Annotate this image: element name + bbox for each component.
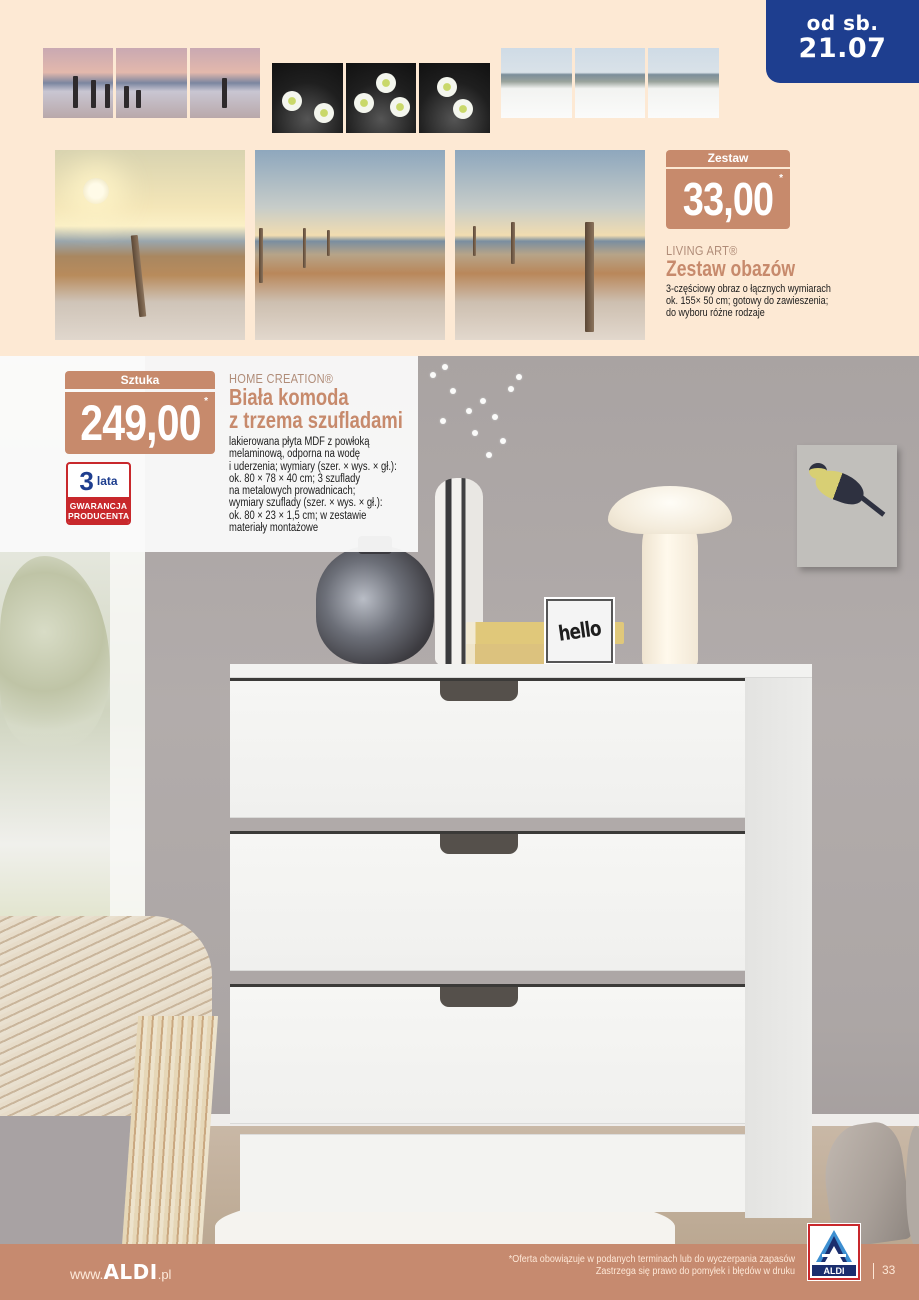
product-desc-line: materiały montażowe [229, 522, 319, 535]
chest-side [745, 678, 812, 1218]
product-desc-line: ok. 80 × 78 × 40 cm; 3 szuflady [229, 472, 361, 485]
hello-frame [546, 599, 613, 663]
dark-glass-vase [316, 546, 434, 664]
product-desc-line: na metalowych prowadnicach; [229, 485, 356, 498]
art-panel-center [255, 150, 445, 340]
disclaimer-line1: *Oferta obowiązuje w podanych terminach lub do wyczerpania zapasów [508, 1254, 795, 1265]
price-value: 33,00 [682, 173, 774, 225]
price-value: 249,00 [79, 395, 201, 451]
high-heel-shoe [906, 1126, 919, 1244]
art-panel [575, 48, 646, 118]
warranty-line1: GWARANCJA [69, 501, 128, 511]
price-unit-label: Sztuka [65, 371, 215, 389]
art-variant-orchids [272, 63, 490, 133]
page-footer [0, 1244, 919, 1300]
bird-canvas-picture [797, 445, 897, 567]
price-asterisk: * [779, 173, 783, 184]
aldi-logo-icon [808, 1224, 860, 1280]
website-brand: ALDI [103, 1260, 158, 1284]
disclaimer [509, 1254, 795, 1278]
drawer-3 [230, 984, 745, 1124]
product-desc-line: do wyboru różne rodzaje [666, 307, 765, 319]
price-asterisk: * [204, 396, 208, 407]
art-panel [419, 63, 490, 133]
warranty-badge [66, 462, 131, 525]
dresser-description [229, 371, 414, 534]
white-chest-of-drawers [230, 664, 812, 1222]
product-desc-line: i uderzenia; wymiary (szer. × wys. × gł.): [229, 460, 397, 473]
aldi-logo-text: ALDI [812, 1263, 856, 1276]
art-panel-left [55, 150, 245, 340]
product-brand: LIVING ART® [666, 243, 738, 258]
price-value-box [666, 169, 790, 229]
disclaimer-line2: Zastrzega się prawo do pomyłek i błędów w druku [595, 1266, 795, 1277]
product-desc-line: ok. 80 × 23 × 1,5 cm; w zestawie [229, 509, 367, 522]
art-panel [346, 63, 417, 133]
art-panel-right [455, 150, 645, 340]
chest-top [230, 664, 812, 678]
product-title: Zestaw obazów [666, 256, 796, 281]
website-tld: .pl [157, 1267, 172, 1282]
art-panel [648, 48, 719, 118]
drawer-handle [440, 681, 518, 701]
art-variant-pier-sunset [43, 48, 260, 118]
chest-plinth [240, 1134, 745, 1212]
product-desc-line: ok. 155× 50 cm; gotowy do zawieszenia; [666, 295, 829, 307]
product-desc-line: 3-częściowy obraz o łącznych wymiarach [666, 283, 831, 295]
offer-date-badge [766, 0, 919, 83]
date-prefix: od sb. [806, 11, 879, 35]
price-unit-label: Zestaw [666, 150, 790, 167]
tree-blossom [0, 556, 110, 746]
dresser-scene [0, 356, 919, 1244]
product-desc-line: melaminową, odporna na wodę [229, 448, 361, 461]
product-title-line1: Biała komoda [229, 384, 349, 410]
drawer-2 [230, 831, 745, 971]
aldi-a-mark-icon [812, 1228, 856, 1264]
website-link[interactable] [70, 1260, 171, 1284]
art-panel [501, 48, 572, 118]
featured-art-triptych [55, 150, 645, 340]
price-value-box [65, 392, 215, 454]
sofa-with-throw [0, 916, 212, 1236]
website-prefix: www. [70, 1266, 104, 1282]
table-lamp [608, 486, 732, 666]
warranty-years: 3 [79, 465, 94, 496]
art-panel [43, 48, 113, 118]
art-set-section [0, 0, 919, 356]
flower-stems [420, 358, 530, 483]
product-brand: HOME CREATION® [229, 371, 334, 386]
hello-text: hello [556, 616, 603, 646]
dresser-price-tag [65, 371, 215, 454]
date-value: 21.07 [798, 33, 887, 64]
art-set-description [666, 243, 866, 319]
warranty-years-label: lata [96, 473, 118, 488]
dresser-info-card [0, 356, 418, 552]
art-set-price-tag [666, 150, 790, 229]
art-panel [116, 48, 186, 118]
product-title-line2: z trzema szufladami [229, 407, 403, 433]
drawer-handle [440, 834, 518, 854]
art-variant-snowy-dunes [501, 48, 719, 118]
page-number: 33 [882, 1263, 896, 1277]
art-panel [190, 48, 260, 118]
page-number-separator [873, 1263, 874, 1279]
product-desc-line: wymiary szuflady (szer. × wys. × gł.): [229, 497, 383, 510]
drawer-1 [230, 678, 745, 818]
drawer-handle [440, 987, 518, 1007]
product-desc-line: lakierowana płyta MDF z powłoką [229, 436, 370, 448]
warranty-line2: PRODUCENTA [68, 511, 130, 521]
art-panel [272, 63, 343, 133]
